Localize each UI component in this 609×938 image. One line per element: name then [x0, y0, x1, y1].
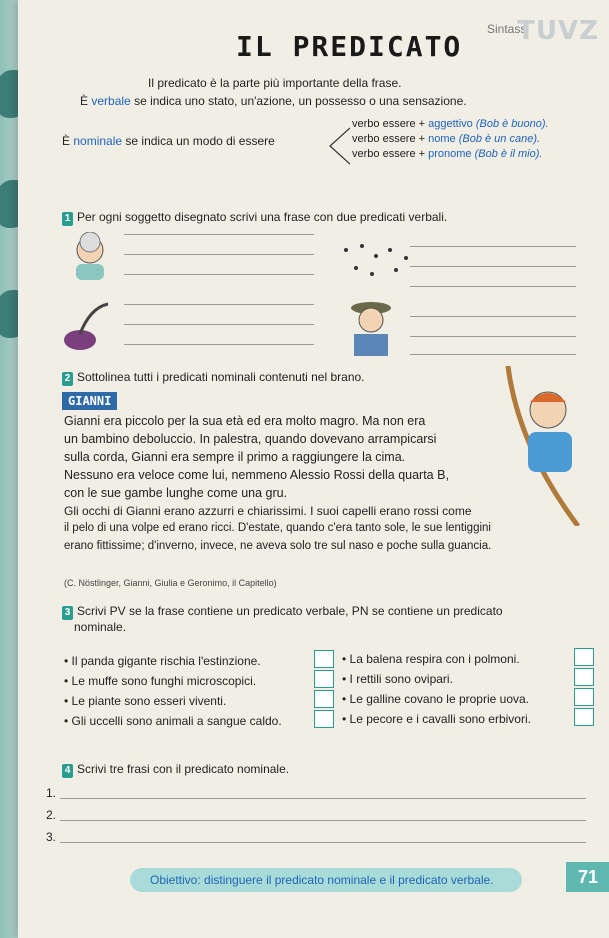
- sentence-item: • Le piante sono esseri viventi.: [64, 694, 227, 708]
- answer-box[interactable]: [574, 648, 594, 666]
- answer-box[interactable]: [314, 710, 334, 728]
- exercise-3-instruction: 3 Scrivi PV se la frase contiene un predicato verbale, PN se contiene un predicato: [62, 604, 503, 620]
- story-credit: (C. Nöstlinger, Gianni, Giulia e Geronimo, il Capitello): [64, 578, 277, 588]
- writing-line[interactable]: [60, 820, 586, 821]
- answer-box[interactable]: [314, 670, 334, 688]
- sentence-item: • Il panda gigante rischia l'estinzione.: [64, 654, 261, 668]
- answer-box[interactable]: [574, 708, 594, 726]
- writing-line[interactable]: [124, 304, 314, 305]
- objective-banner: [130, 868, 522, 892]
- branch-bracket: [328, 124, 350, 168]
- writing-line[interactable]: [410, 266, 576, 267]
- rule-aggettivo: verbo essere + aggettivo (Bob è buono).: [352, 118, 549, 130]
- rule-nome: verbo essere + nome (Bob è un cane).: [352, 133, 541, 145]
- writing-line[interactable]: [410, 336, 576, 337]
- story-line: erano fittissime; d'inverno, invece, ne aveva solo tre sul naso e poche sulla guancia.: [64, 540, 492, 552]
- rule-pronome: verbo essere + pronome (Bob è il mio).: [352, 148, 543, 160]
- line-number: 1.: [46, 786, 57, 800]
- sentence-item: • Le pecore e i cavalli sono erbivori.: [342, 712, 531, 726]
- writing-line[interactable]: [124, 274, 314, 275]
- page-title: IL PREDICATO: [236, 30, 463, 63]
- exercise-2-instruction: 2 Sottolinea tutti i predicati nominali contenuti nel brano.: [62, 370, 365, 386]
- story-line: sulla corda, Gianni era sempre il primo a raggiungere la cima.: [64, 450, 406, 464]
- answer-box[interactable]: [314, 650, 334, 668]
- answer-box[interactable]: [314, 690, 334, 708]
- story-title: GIANNI: [62, 392, 117, 410]
- bees-illustration: [336, 240, 416, 284]
- sentence-item: • Gli uccelli sono animali a sangue caldo.: [64, 714, 282, 728]
- objective-text: Obiettivo: distinguere il predicato nominale e il predicato verbale.: [150, 873, 494, 887]
- line-number: 2.: [46, 808, 57, 822]
- story-line: il pelo di una volpe ed erano ricci. D'estate, quando c'era tanto sole, le sue lentiggini: [64, 522, 491, 534]
- farmer-illustration: [344, 298, 398, 358]
- definition-nominale: È nominale se indica un modo di essere: [62, 134, 275, 148]
- sentence-item: • Le muffe sono funghi microscopici.: [64, 674, 257, 688]
- story-line: con le sue gambe lunghe come una gru.: [64, 486, 288, 500]
- story-line: Gianni era piccolo per la sua età ed era molto magro. Ma non era: [64, 414, 426, 428]
- section-tag: Sintassi: [486, 22, 529, 36]
- definition-verbale: È verbale se indica uno stato, un'azione, un possesso o una sensazione.: [80, 94, 467, 108]
- vacuum-illustration: [60, 298, 116, 352]
- writing-line[interactable]: [410, 246, 576, 247]
- writing-line[interactable]: [124, 254, 314, 255]
- answer-box[interactable]: [574, 688, 594, 706]
- page-number: 71: [566, 862, 609, 892]
- grandma-illustration: [66, 232, 114, 282]
- writing-line[interactable]: [60, 842, 586, 843]
- writing-line[interactable]: [124, 234, 314, 235]
- writing-line[interactable]: [124, 344, 314, 345]
- sentence-item: • I rettili sono ovipari.: [342, 672, 453, 686]
- story-line: un bambino deboluccio. In palestra, quando dovevano arrampicarsi: [64, 432, 437, 446]
- exercise-3-instruction-cont: nominale.: [74, 620, 127, 634]
- story-line: Nessuno era veloce come lui, nemmeno Alessio Rossi della quarta B,: [64, 468, 449, 482]
- exercise-4-instruction: 4 Scrivi tre frasi con il predicato nominale.: [62, 762, 289, 778]
- sentence-item: • La balena respira con i polmoni.: [342, 652, 520, 666]
- writing-line[interactable]: [410, 286, 576, 287]
- boy-climbing-rope-illustration: [478, 366, 588, 526]
- writing-line[interactable]: [60, 798, 586, 799]
- writing-line[interactable]: [124, 324, 314, 325]
- answer-box[interactable]: [574, 668, 594, 686]
- textbook-page: [18, 0, 609, 938]
- exercise-1-instruction: 1 Per ogni soggetto disegnato scrivi una frase con due predicati verbali.: [62, 210, 447, 226]
- line-number: 3.: [46, 830, 57, 844]
- brand-logo: TUVZ: [517, 16, 599, 46]
- story-line: Gli occhi di Gianni erano azzurri e chiarissimi. I suoi capelli erano rossi come: [64, 504, 472, 518]
- definition-line: Il predicato è la parte più importante della frase.: [148, 76, 402, 90]
- sentence-item: • Le galline covano le proprie uova.: [342, 692, 530, 706]
- writing-line[interactable]: [410, 316, 576, 317]
- writing-line[interactable]: [410, 354, 576, 355]
